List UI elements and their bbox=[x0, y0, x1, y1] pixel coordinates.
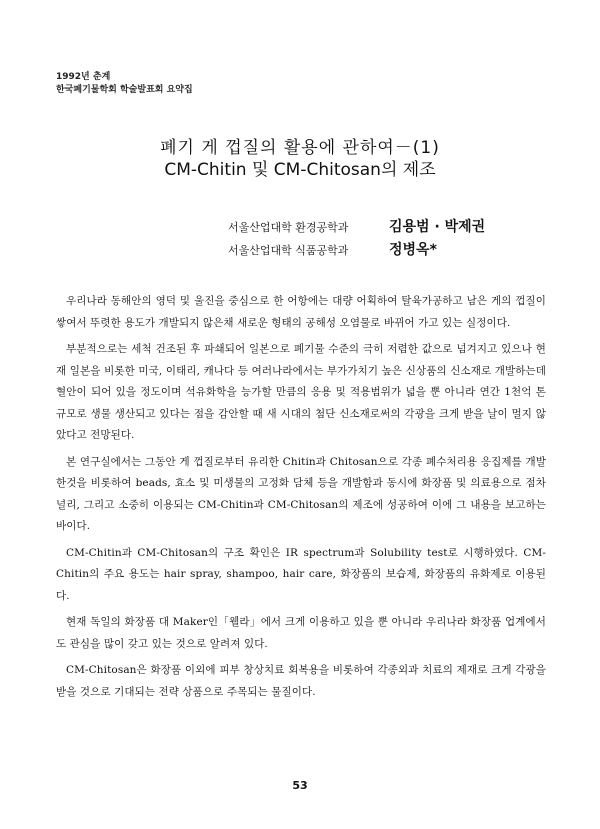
header-year-season: 1992년 춘계 bbox=[56, 72, 111, 82]
author-block bbox=[228, 216, 485, 262]
page-number: 53 bbox=[292, 779, 308, 792]
body-paragraph: 부분적으로는 세척 건조된 후 파쇄되어 일본으로 폐기물 수준의 극히 저렴한 값으로 넘겨지고 있으나 현재 일본을 비롯한 미국, 이태리, 캐나다 등 여러나라에서는 부가가치기 높은 신상품의 신소재로 개발하는데 혈안이 되어 있을 정도이며 석유화학을 능가할 만큼의 응용 및 적용범위가 넓을 뿐 아니라 연간 1천억 톤 규모로 생물 생산되고 있다는 점을 감안할 때 새 시대의 첨단 신소재로써의 각광을 크게 받을 날이 멀지 않았다고 전망된다. bbox=[56, 343, 546, 441]
author-affiliation: 서울산업대학 환경공학과 bbox=[228, 221, 349, 234]
body-paragraph: 현재 독일의 화장품 대 Maker인「웰라」에서 크게 이용하고 있을 뿐 아니라 우리나라 화장품 업계에서도 관심을 많이 갖고 있는 것으로 알려져 있다. bbox=[56, 616, 546, 650]
author-names: 김용범 · 박제권 bbox=[389, 219, 486, 235]
author-row bbox=[228, 239, 485, 262]
body-paragraph: 우리나라 동해안의 영덕 및 울진을 중심으로 한 어항에는 대량 어획하여 탈육가공하고 남은 게의 껍질이 쌓여서 뚜렷한 용도가 개발되지 않은채 새로운 형태의 공해성 오염물로 바뀌어 가고 있는 실정이다. bbox=[56, 295, 546, 329]
author-names: 정병옥* bbox=[389, 242, 437, 258]
proceedings-header bbox=[56, 71, 193, 97]
body-paragraph: CM-Chitin과 CM-Chitosan의 구조 확인은 IR spectrum과 Solubility test로 시행하였다. CM-Chitin의 주요 용도는 hair spray, shampoo, hair care, 화장품의 보습제, 화장품의 유화제로 이용된다. bbox=[56, 546, 546, 602]
author-row bbox=[228, 216, 485, 239]
body-paragraph: 본 연구실에서는 그동안 게 껍질로부터 유리한 Chitin과 Chitosan으로 각종 폐수처리용 응집제를 개발한것을 비롯하여 beads, 효소 및 미생물의 고정화 담체 등을 개발함과 동시에 화장품 및 의료용으로 점차 널리, 그리고 소중히 이용되는 CM-Chitin과 CM-Chitosan의 제조에 성공하여 이에 그 내용을 보고하는 바이다. bbox=[56, 455, 546, 532]
header-proceedings-name: 한국폐기물학회 학술발표회 요약집 bbox=[56, 85, 193, 95]
abstract-body bbox=[56, 291, 546, 708]
paper-title bbox=[0, 137, 600, 181]
title-subtitle: CM-Chitin 및 CM-Chitosan의 제조 bbox=[164, 160, 436, 180]
author-affiliation: 서울산업대학 식품공학과 bbox=[228, 244, 349, 257]
title-main: 폐기 게 껍질의 활용에 관하여－(1) bbox=[160, 138, 440, 158]
body-paragraph: CM-Chitosan은 화장품 이외에 피부 창상치료 회복용을 비롯하여 각종외과 치료의 제재로 크게 각광을 받을 것으로 기대되는 전략 상품으로 주목되는 물질이다. bbox=[56, 664, 546, 698]
